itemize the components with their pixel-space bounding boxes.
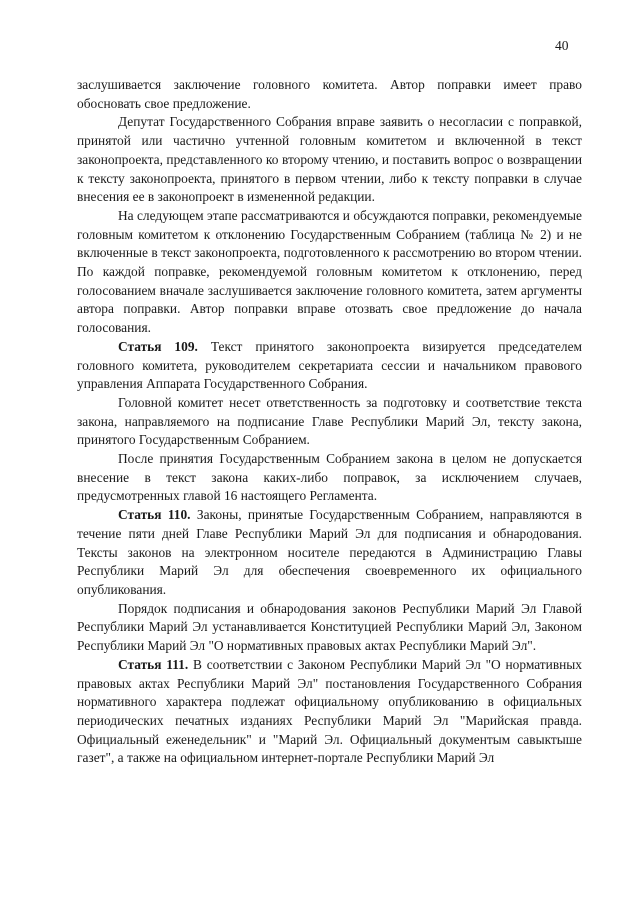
- paragraph-text: заслушивается заключение головного комитета. Автор поправки имеет право обосновать свое предложение.: [77, 77, 582, 111]
- article-109: [77, 338, 582, 394]
- paragraph-text: На следующем этапе рассматриваются и обсуждаются поправки, рекомендуемые головным комитетом к отклонению Государственным Собранием (таблица № 2) и не включенные в текст законопроекта, подготовленного к рассмотрению во втором чтении. По каждой поправке, рекомендуемой головным комитетом к отклонению, перед голосованием вначале заслушивается заключение головного комитета, затем аргументы автора поправки. Автор поправки вправе отозвать свое предложение до начала голосования.: [77, 207, 582, 336]
- paragraph-text: После принятия Государственным Собранием закона в целом не допускается внесение в текст закона каких-либо поправок, за исключением случаев, предусмотренных главой 16 настоящего Регламента.: [77, 451, 582, 504]
- paragraph-6: [77, 450, 582, 506]
- paragraph-5: [77, 394, 582, 450]
- paragraph-text: Головной комитет несет ответственность за подготовку и соответствие текста закона, направляемого на подписание Главе Республики Марий Эл, тексту закона, принятого Государственным Собранием.: [77, 394, 582, 448]
- article-label: Статья 110.: [118, 507, 191, 523]
- page-number: 40: [555, 38, 569, 53]
- paragraph-text: В соответствии с Законом Республики Марий Эл "О нормативных правовых актах Республики Марий Эл" постановления Государственного Собрания нормативного характера подлежат официальному опубликованию в официальных периодических печатных изданиях Республики Марий Эл "Марийская правда. Официальный еженедельник" и "Марий Эл. Официальный документым савыктыше газет", а также на официальном интернет-портале Республики Марий Эл: [77, 656, 582, 766]
- paragraph-text: Депутат Государственного Собрания вправе заявить о несогласии с поправкой, принятой или частично учтенной головным комитетом и включенной в текст законопроекта, представленного ко второму чтению, и поставить вопрос о возвращении к тексту законопроекта, принятого в первом чтении, либо к тексту поправки в случае внесения ее в законопроект в измененной редакции.: [77, 114, 582, 205]
- paragraph-8: [77, 600, 582, 656]
- article-label: Статья 109.: [118, 338, 198, 354]
- article-111: [77, 656, 582, 768]
- paragraph-3: [77, 207, 582, 338]
- document-body: [77, 76, 582, 768]
- article-110: [77, 506, 582, 600]
- paragraph-text: Текст принятого законопроекта визируется председателем головного комитета, руководителем секретариата сессии и начальником правового управления Аппарата Государственного Собрания.: [77, 338, 582, 392]
- paragraph-2: [77, 113, 582, 207]
- paragraph-text: Порядок подписания и обнародования законов Республики Марий Эл Главой Республики Марий Эл устанавливается Конституцией Республики Марий Эл, Законом Республики Марий Эл "О нормативных правовых актах Республики Марий Эл".: [77, 600, 582, 654]
- paragraph-text: Законы, принятые Государственным Собранием, направляются в течение пяти дней Главе Республики Марий Эл для подписания и обнародования. Тексты законов на электронном носителе передаются в Администрацию Главы Республики Марий Эл для обеспечения своевременного их официального опубликования.: [77, 507, 583, 597]
- paragraph-1: [77, 76, 582, 113]
- article-label: Статья 111.: [118, 656, 189, 672]
